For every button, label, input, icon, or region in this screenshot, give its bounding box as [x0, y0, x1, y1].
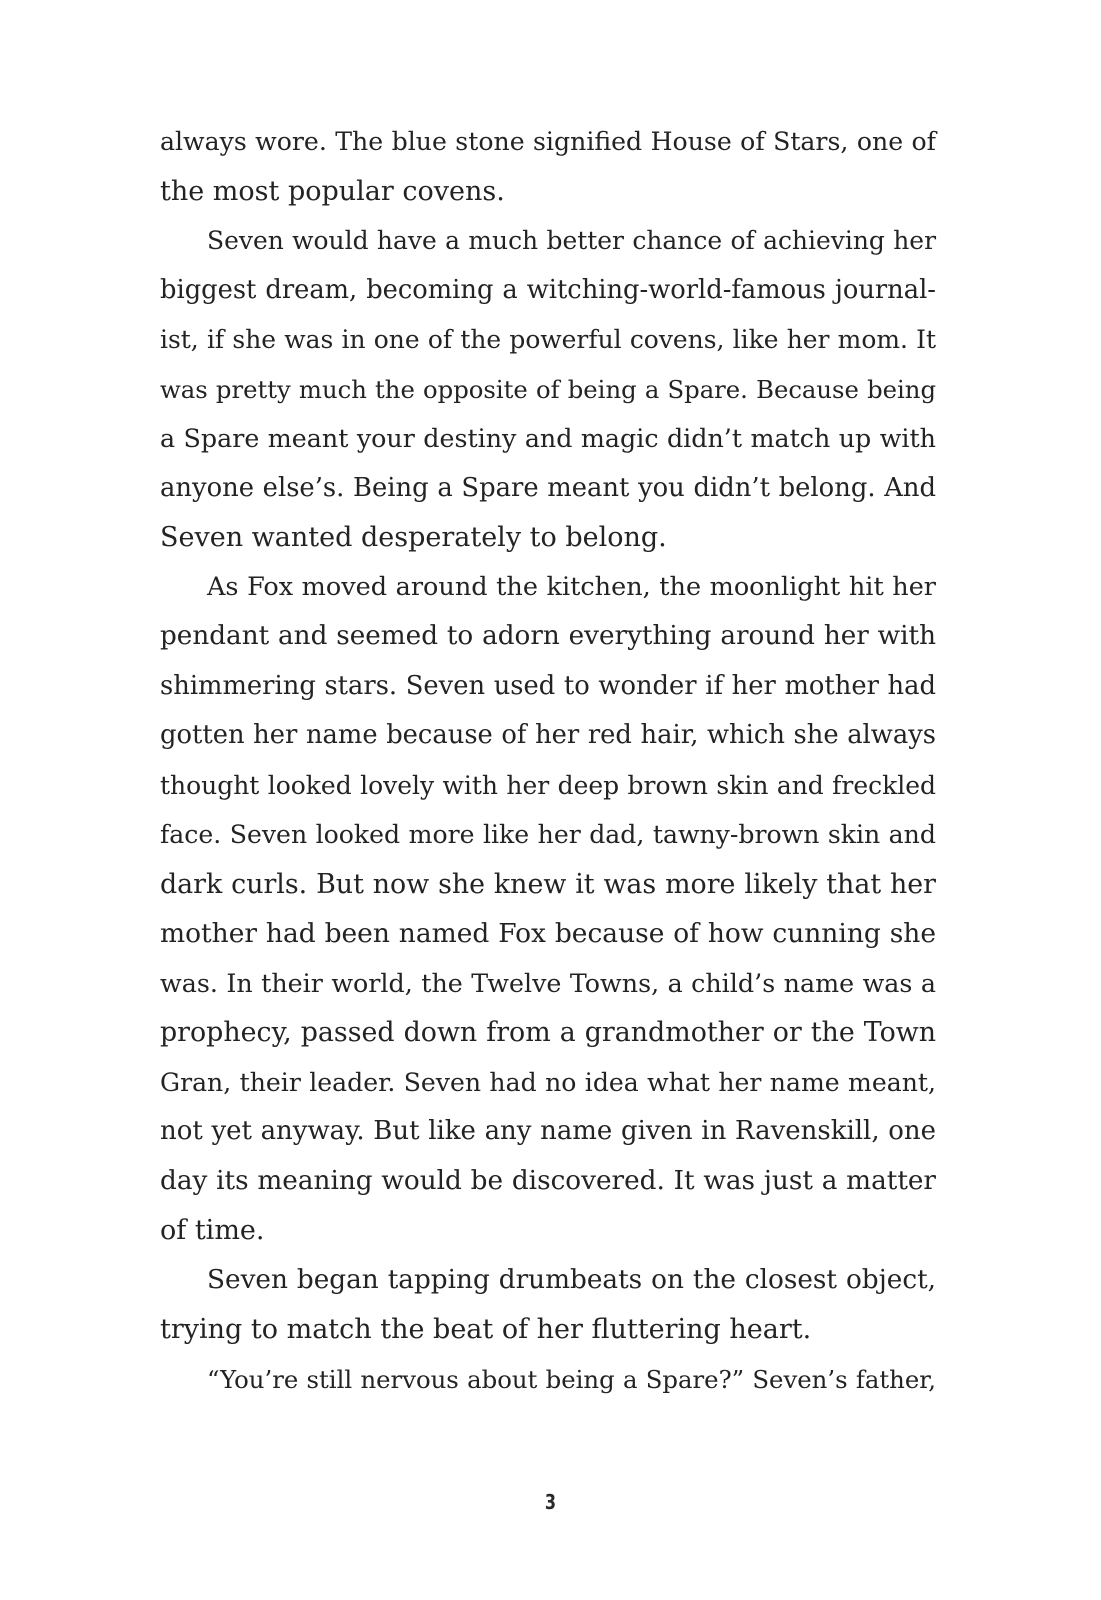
text-line: a Spare meant your destiny and magic didn’t match up with [160, 423, 936, 453]
text-line: face. Seven looked more like her dad, tawny-brown skin and [160, 820, 936, 849]
text-line: As Fox moved around the kitchen, the moonlight hit her [207, 571, 936, 602]
text-line: Seven would have a much better chance of achieving her [207, 226, 936, 255]
text-line: dark curls. But now she knew it was more likely that her [160, 868, 936, 900]
text-line: pendant and seemed to adorn everything around her with [160, 621, 936, 651]
text-line: trying to match the beat of her fluttering heart. [160, 1314, 812, 1345]
text-line: always wore. The blue stone signified House of Stars, one of [160, 127, 936, 156]
text-line: the most popular covens. [160, 175, 505, 207]
text-line: thought looked lovely with her deep brown skin and freckled [160, 770, 936, 800]
text-line: prophecy, passed down from a grandmother or the Town [160, 1017, 936, 1048]
text-line: was pretty much the opposite of being a Spare. Because being [160, 374, 936, 404]
body-text [160, 117, 936, 1404]
page-number: 3 [544, 1490, 557, 1514]
text-line: shimmering stars. Seven used to wonder if her mother had [160, 670, 936, 701]
text-line: Gran, their leader. Seven had no idea what her name meant, [160, 1067, 936, 1097]
text-line: day its meaning would be discovered. It was just a matter [160, 1165, 936, 1196]
text-line: Seven wanted desperately to belong. [160, 522, 667, 553]
text-line: was. In their world, the Twelve Towns, a child’s name was a [160, 967, 936, 998]
text-line: gotten her name because of her red hair, which she always [160, 720, 936, 750]
text-line: not yet anyway. But like any name given in Ravenskill, one [160, 1116, 936, 1146]
text-line: biggest dream, becoming a witching-world-famous journal- [160, 274, 936, 305]
text-line: anyone else’s. Being a Spare meant you didn’t belong. And [160, 472, 936, 503]
text-line: of time. [160, 1215, 265, 1246]
text-line: ist, if she was in one of the powerful covens, like her mom. It [160, 325, 936, 354]
text-line: Seven began tapping drumbeats on the closest object, [207, 1264, 936, 1295]
text-line: “You’re still nervous about being a Spare?” Seven’s father, [207, 1364, 936, 1394]
text-line: mother had been named Fox because of how cunning she [160, 918, 936, 949]
